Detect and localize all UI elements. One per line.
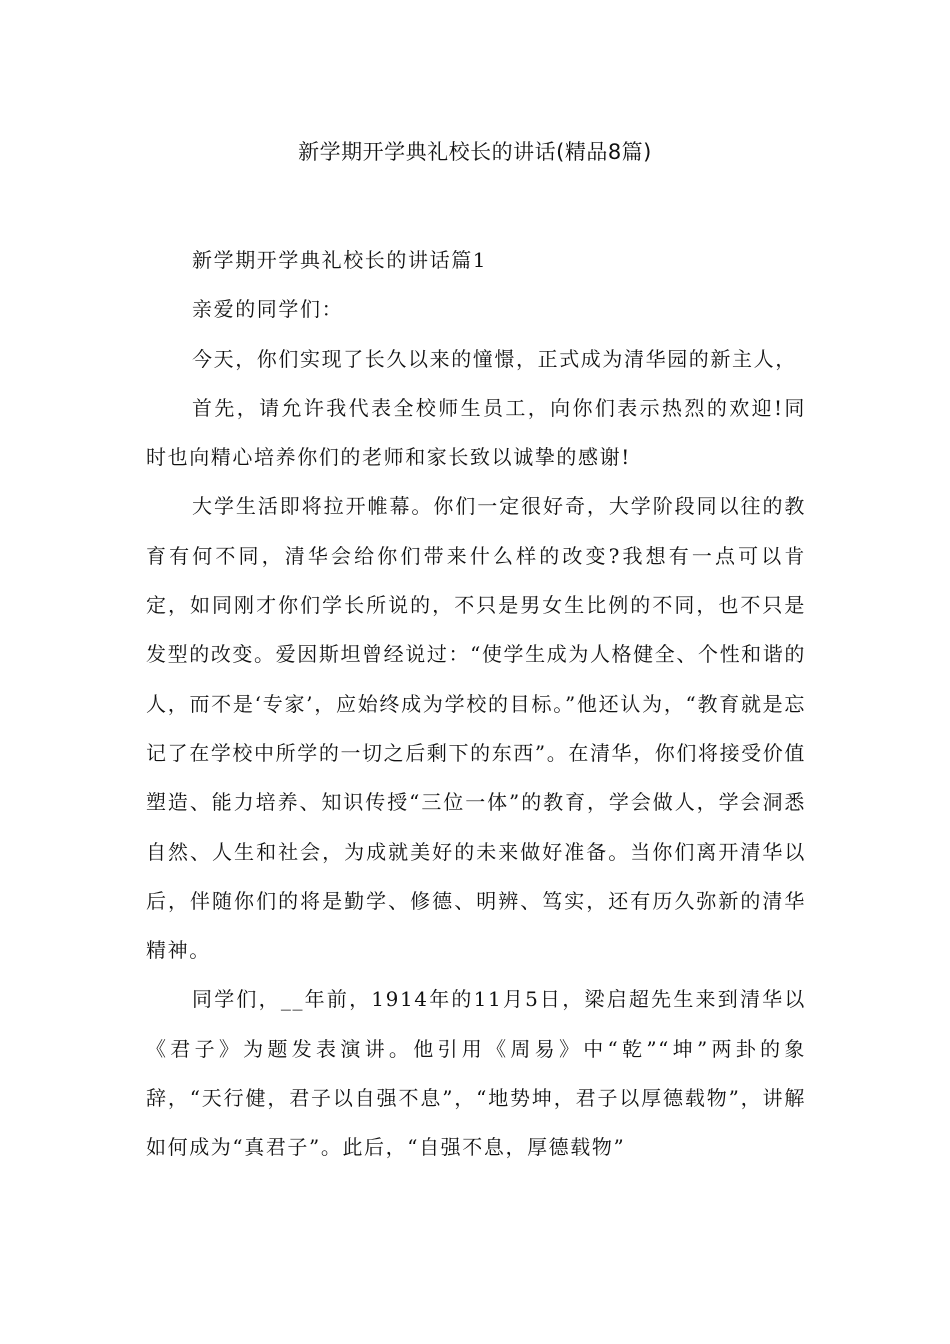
paragraph-2: 首先，请允许我代表全校师生员工，向你们表示热烈的欢迎!同时也向精心培养你们的老师和家长致以诚挚的感谢! — [146, 395, 806, 470]
paragraph-salutation: 亲爱的同学们： — [192, 297, 344, 322]
document-body — [146, 236, 806, 1173]
paragraph-1: 今天，你们实现了长久以来的憧憬，正式成为清华园的新主人， — [192, 346, 797, 371]
section-heading: 新学期开学典礼校长的讲话篇1 — [192, 248, 488, 272]
paragraph-4: 同学们，__年前，1914年的11月5日，梁启超先生来到清华以《君子》为题发表演讲。他引用《周易》中“乾”“坤”两卦的象辞，“天行健，君子以自强不息”，“地势坤，君子以厚德载物”，讲解如何成为“真君子”。此后，“自强不息，厚德载物” — [146, 987, 806, 1160]
paragraph-3: 大学生活即将拉开帷幕。你们一定很好奇，大学阶段同以往的教育有何不同，清华会给你们带来什么样的改变?我想有一点可以肯定，如同刚才你们学长所说的，不只是男女生比例的不同，也不只是发型的改变。爱因斯坦曾经说过：“使学生成为人格健全、个性和谐的人，而不是‘专家’，应始终成为学校的目标。”他还认为，“教育就是忘记了在学校中所学的一切之后剩下的东西”。在清华，你们将接受价值塑造、能力培养、知识传授“三位一体”的教育，学会做人，学会洞悉自然、人生和社会，为成就美好的未来做好准备。当你们离开清华以后，伴随你们的将是勤学、修德、明辨、笃实，还有历久弥新的清华精神。 — [146, 494, 806, 963]
document-title: 新学期开学典礼校长的讲话(精品8篇) — [298, 140, 652, 164]
